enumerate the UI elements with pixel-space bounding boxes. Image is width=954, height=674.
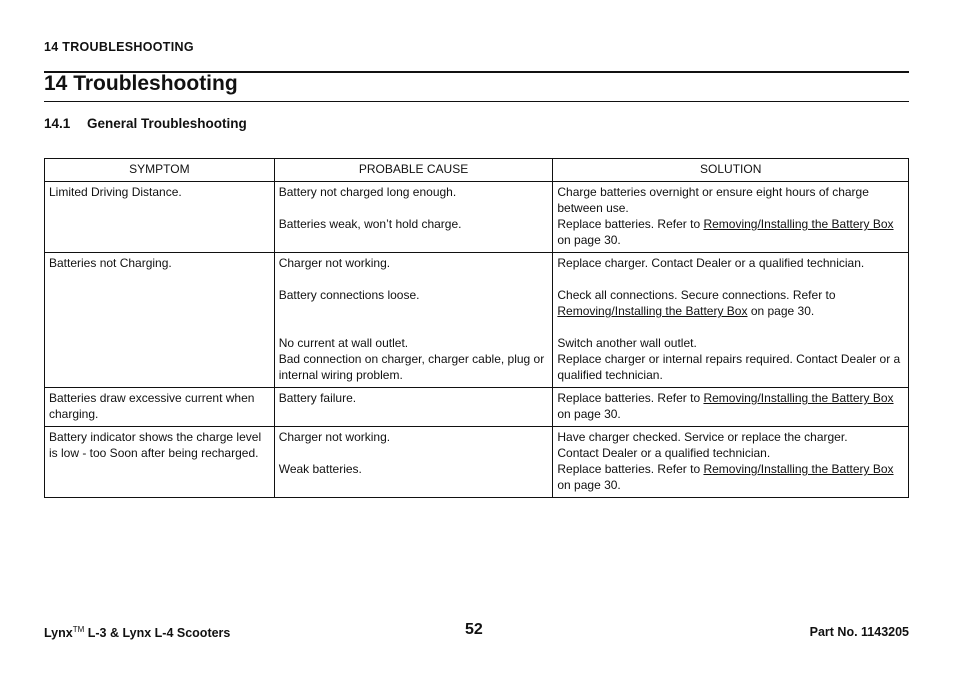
cause-cell bbox=[274, 388, 553, 427]
solution-text: Switch another wall outlet. bbox=[557, 336, 697, 350]
title-rule-bottom bbox=[44, 101, 909, 102]
cause-text: No current at wall outlet. bbox=[278, 336, 409, 350]
cause-cell bbox=[274, 253, 553, 388]
solution-text: Check all connections. Secure connections. Refer to Removing/Installing the Battery Box on page 30. bbox=[557, 288, 836, 318]
solution-text: Replace charger. Contact Dealer or a qualified technician. bbox=[557, 256, 865, 270]
trademark-symbol: TM bbox=[72, 625, 85, 634]
solution-text: Replace charger or internal repairs required. Contact Dealer or a qualified technician. bbox=[557, 352, 901, 382]
symptom-cell: Batteries not Charging. bbox=[45, 253, 275, 388]
table-row bbox=[45, 182, 909, 253]
table-row bbox=[45, 427, 909, 498]
cause-cell bbox=[274, 427, 553, 498]
cause-text: Battery failure. bbox=[278, 391, 357, 405]
troubleshooting-table bbox=[44, 158, 909, 498]
footer-product: Lynx™ L-3 & Lynx L-4 Scooters bbox=[44, 625, 231, 641]
page-number: 52 bbox=[465, 621, 483, 638]
running-header: 14 TROUBLESHOOTING bbox=[44, 40, 194, 54]
cause-text: Battery not charged long enough. bbox=[278, 185, 457, 199]
column-header-symptom: SYMPTOM bbox=[45, 159, 275, 182]
table-header-row bbox=[45, 159, 909, 182]
cause-cell bbox=[274, 182, 553, 253]
symptom-cell: Limited Driving Distance. bbox=[45, 182, 275, 253]
section-title-text: General Troubleshooting bbox=[87, 116, 247, 131]
battery-box-link[interactable]: Removing/Installing the Battery Box bbox=[557, 304, 748, 318]
column-header-solution: SOLUTION bbox=[553, 159, 909, 182]
battery-box-link[interactable]: Removing/Installing the Battery Box bbox=[703, 217, 894, 231]
cause-text: Batteries weak, won’t hold charge. bbox=[278, 217, 462, 231]
cause-text: Bad connection on charger, charger cable, plug or internal wiring problem. bbox=[278, 352, 545, 382]
table-row bbox=[45, 388, 909, 427]
cause-text: Battery connections loose. bbox=[278, 288, 420, 302]
solution-text: Replace batteries. Refer to Removing/Installing the Battery Box on page 30. bbox=[557, 217, 894, 247]
solution-cell bbox=[553, 388, 909, 427]
solution-text: Charge batteries overnight or ensure eight hours of charge between use. bbox=[557, 185, 869, 215]
solution-text: Contact Dealer or a qualified technician. bbox=[557, 446, 771, 460]
solution-cell bbox=[553, 427, 909, 498]
part-number: Part No. 1143205 bbox=[809, 625, 909, 639]
cause-text: Weak batteries. bbox=[278, 462, 362, 476]
column-header-cause: PROBABLE CAUSE bbox=[274, 159, 553, 182]
symptom-cell: Battery indicator shows the charge level is low - too Soon after being recharged. bbox=[45, 427, 275, 498]
cause-text: Charger not working. bbox=[278, 430, 391, 444]
section-number: 14.1 bbox=[44, 116, 71, 131]
battery-box-link[interactable]: Removing/Installing the Battery Box bbox=[703, 462, 894, 476]
cause-text: Charger not working. bbox=[278, 256, 391, 270]
solution-text: Replace batteries. Refer to Removing/Installing the Battery Box on page 30. bbox=[557, 391, 894, 421]
section-title bbox=[44, 116, 247, 131]
solution-cell bbox=[553, 182, 909, 253]
table-row bbox=[45, 253, 909, 388]
chapter-title: 14 Troubleshooting bbox=[44, 72, 238, 95]
battery-box-link[interactable]: Removing/Installing the Battery Box bbox=[703, 391, 894, 405]
symptom-cell: Batteries draw excessive current when charging. bbox=[45, 388, 275, 427]
solution-text: Replace batteries. Refer to Removing/Installing the Battery Box on page 30. bbox=[557, 462, 894, 492]
solution-cell bbox=[553, 253, 909, 388]
solution-text: Have charger checked. Service or replace the charger. bbox=[557, 430, 848, 444]
